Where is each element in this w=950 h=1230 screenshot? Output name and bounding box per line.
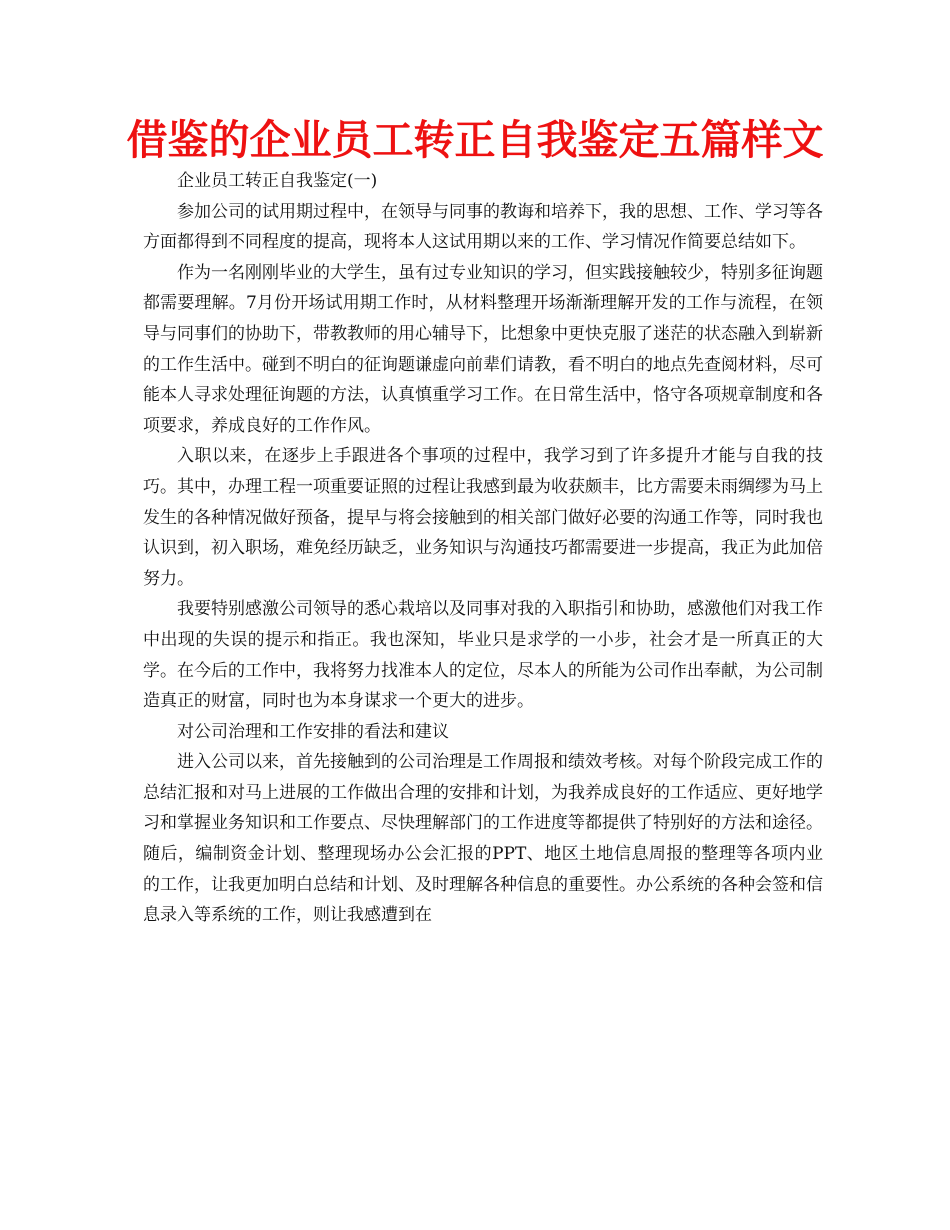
document-body [143, 166, 823, 931]
paragraph: 参加公司的试用期过程中，在领导与同事的教诲和培养下，我的思想、工作、学习等各方面都得到不同程度的提高，现将本人这试用期以来的工作、学习情况作简要总结如下。 [143, 201, 823, 253]
paragraph: 作为一名刚刚毕业的大学生，虽有过专业知识的学习，但实践接触较少，特别多征询题都需要理解。7月份开场试用期工作时，从材料整理开场渐渐理解开发的工作与流程，在领导与同事们的协助下，带教教师的用心辅导下，比想象中更快克服了迷茫的状态融入到崭新的工作生活中。碰到不明白的征询题谦虚向前辈们请教，看不明白的地点先查阅材料，尽可能本人寻求处理征询题的方法，认真慎重学习工作。在日常生活中，恪守各项规章制度和各项要求，养成良好的工作作风。 [143, 262, 823, 436]
document-title: 借鉴的企业员工转正自我鉴定五篇样文 [126, 116, 824, 164]
paragraph: 进入公司以来，首先接触到的公司治理是工作周报和绩效考核。对每个阶段完成工作的总结汇报和对马上进展的工作做出合理的安排和计划，为我养成良好的工作适应、更好地学习和掌握业务知识和工作要点、尽快理解部门的工作进度等都提供了特别好的方法和途径。随后，编制资金计划、整理现场办公会汇报的PPT、地区土地信息周报的整理等各项内业的工作，让我更加明白总结和计划、及时理解各种信息的重要性。办公系统的各种会签和信息录入等系统的工作，则让我感遭到在 [143, 752, 823, 926]
paragraph: 入职以来，在逐步上手跟进各个事项的过程中，我学习到了许多提升才能与自我的技巧。其中，办理工程一项重要证照的过程让我感到最为收获颇丰，比方需要未雨绸缪为马上发生的各种情况做好预备，提早与将会接触到的相关部门做好必要的沟通工作等，同时我也认识到，初入职场，难免经历缺乏，业务知识与沟通技巧都需要进一步提高，我正为此加倍努力。 [143, 446, 823, 589]
section-heading: 对公司治理和工作安排的看法和建议 [177, 721, 449, 742]
paragraph: 我要特别感激公司领导的悉心栽培以及同事对我的入职指引和协助，感激他们对我工作中出现的失误的提示和指正。我也深知，毕业只是求学的一小步，社会才是一所真正的大学。在今后的工作中，我将努力找准本人的定位，尽本人的所能为公司作出奉献，为公司制造真正的财富，同时也为本身谋求一个更大的进步。 [143, 599, 823, 712]
section-heading: 企业员工转正自我鉴定(一) [177, 171, 378, 191]
